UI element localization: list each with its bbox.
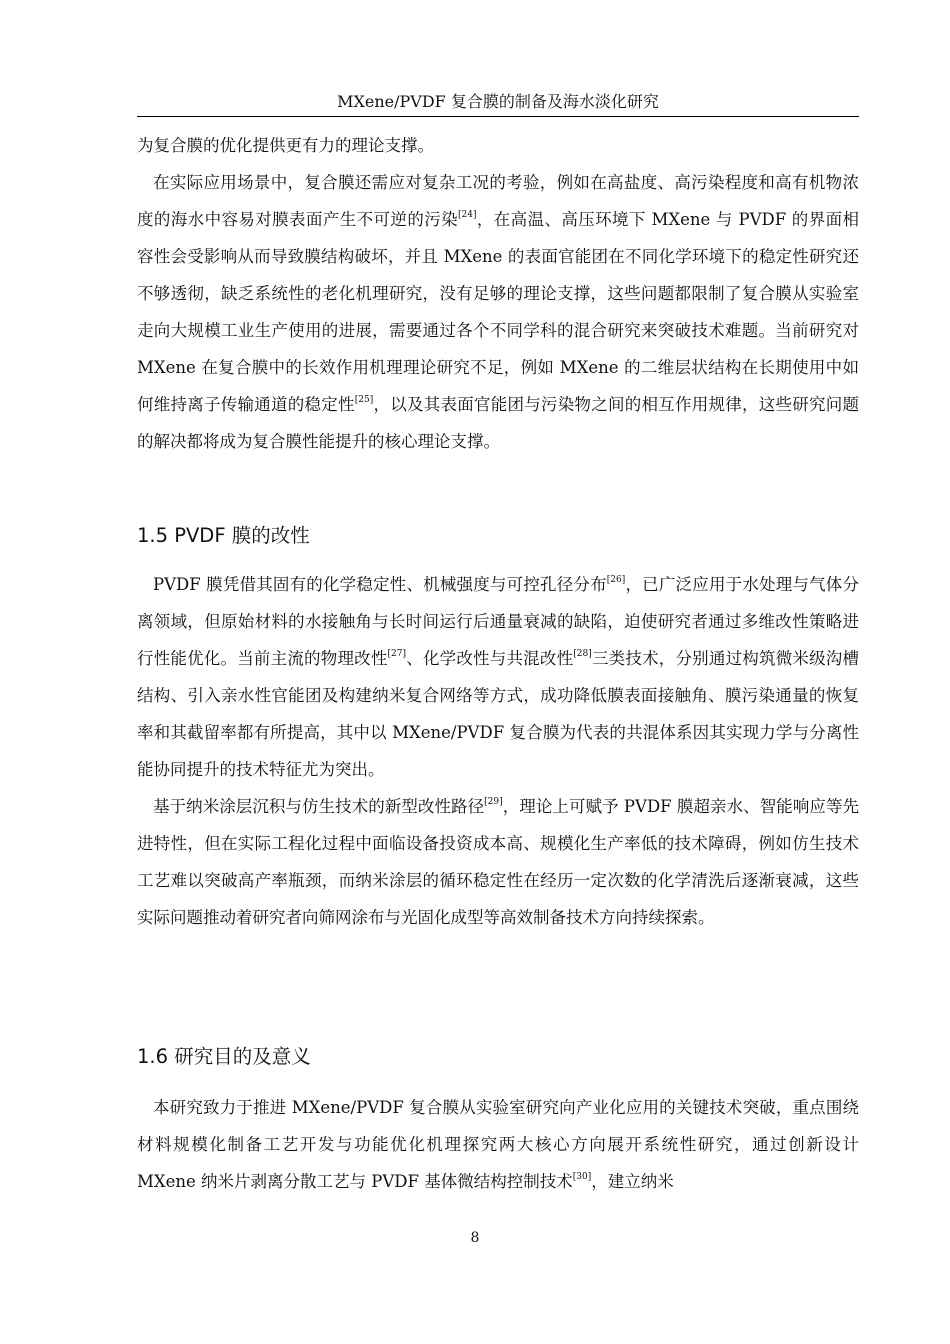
citation-ref: [24] xyxy=(458,210,477,220)
continued-text-block xyxy=(137,127,859,460)
paragraph-text: 为复合膜的优化提供更有力的理论支撑。 xyxy=(137,136,434,155)
running-header-title: MXene/PVDF 复合膜的制备及海水淡化研究 xyxy=(337,92,659,111)
paragraph-text: ，已广泛应用于水处理与气体分离领域，但原始材料的水接触角与长时间运行后通量衰减的缺陷，迫使研究者通过多维改性策略进行性能优化。当前主流的物理改性 xyxy=(137,575,859,668)
citation-ref: [29] xyxy=(484,797,503,807)
paragraph-text: ，理论上可赋予 PVDF 膜超亲水、智能响应等先进特性，但在实际工程化过程中面临设备投资成本高、规模化生产率低的技术障碍，例如仿生技术工艺难以突破高产率瓶颈，而纳米涂层的循环稳定性在经历一定次数的化学清洗后逐渐衰减，这些实际问题推动着研究者向筛网涂布与光固化成型等高效制备技术方向持续探索。 xyxy=(137,797,860,927)
paragraph xyxy=(137,127,859,164)
citation-ref: [26] xyxy=(606,575,626,585)
citation-ref: [28] xyxy=(573,649,592,659)
paragraph xyxy=(137,788,859,936)
section-1-5-text xyxy=(137,566,859,936)
page-number: 8 xyxy=(470,1230,480,1246)
citation-ref: [25] xyxy=(354,395,374,405)
paragraph xyxy=(137,164,859,460)
citation-ref: [30] xyxy=(572,1172,592,1182)
paragraph xyxy=(137,566,859,788)
paragraph-text: 本研究致力于推进 MXene/PVDF 复合膜从实验室研究向产业化应用的关键技术突破，重点围绕材料规模化制备工艺开发与功能优化机理探究两大核心方向展开系统性研究，通过创新设计 MXene 纳米片剥离分散工艺与 PVDF 基体微结构控制技术 xyxy=(137,1098,859,1191)
paragraph-text: 基于纳米涂层沉积与仿生技术的新型改性路径 xyxy=(153,797,485,816)
paragraph-text: ，建立纳米 xyxy=(591,1172,674,1191)
paragraph-text: 、化学改性与共混改性 xyxy=(406,649,574,668)
paragraph xyxy=(137,1089,859,1200)
paragraph-text: PVDF 膜凭借其固有的化学稳定性、机械强度与可控孔径分布 xyxy=(153,575,607,594)
paragraph-text: ，在高温、高压环境下 MXene 与 PVDF 的界面相容性会受影响从而导致膜结构破坏，并且 MXene 的表面官能团在不同化学环境下的稳定性研究还不够透彻，缺乏系统性的老化机理研究，没有足够的理论支撑，这些问题都限制了复合膜从实验室走向大规模工业生产使用的进展，需要通过各个不同学科的混合研究来突破技术难题。当前研究对 MXene 在复合膜中的长效作用机理理论研究不足，例如 MXene 的二维层状结构在长期使用中如何维持离子传输通道的稳定性 xyxy=(137,210,859,414)
paragraph-text: 在实际应用场景中，复合膜还需应对复杂工况的考验，例如在高盐度、高污染程度和高有机物浓度的海水中容易对膜表面产生不可逆的污染 xyxy=(137,173,859,229)
section-1-6-text xyxy=(137,1089,859,1200)
paragraph-text: ，以及其表面官能团与污染物之间的相互作用规律，这些研究问题的解决都将成为复合膜性能提升的核心理论支撑。 xyxy=(137,395,860,451)
citation-ref: [27] xyxy=(387,649,407,659)
running-header xyxy=(137,88,859,117)
section-heading: 1.5 PVDF 膜的改性 xyxy=(137,524,310,547)
paragraph-text: 三类技术，分别通过构筑微米级沟槽结构、引入亲水性官能团及构建纳米复合网络等方式，成功降低膜表面接触角、膜污染通量的恢复率和其截留率都有所提高，其中以 MXene/PVDF 复合膜为代表的共混体系因其实现力学与分离性能协同提升的技术特征尤为突出。 xyxy=(137,649,859,779)
section-heading: 1.6 研究目的及意义 xyxy=(137,1045,311,1068)
